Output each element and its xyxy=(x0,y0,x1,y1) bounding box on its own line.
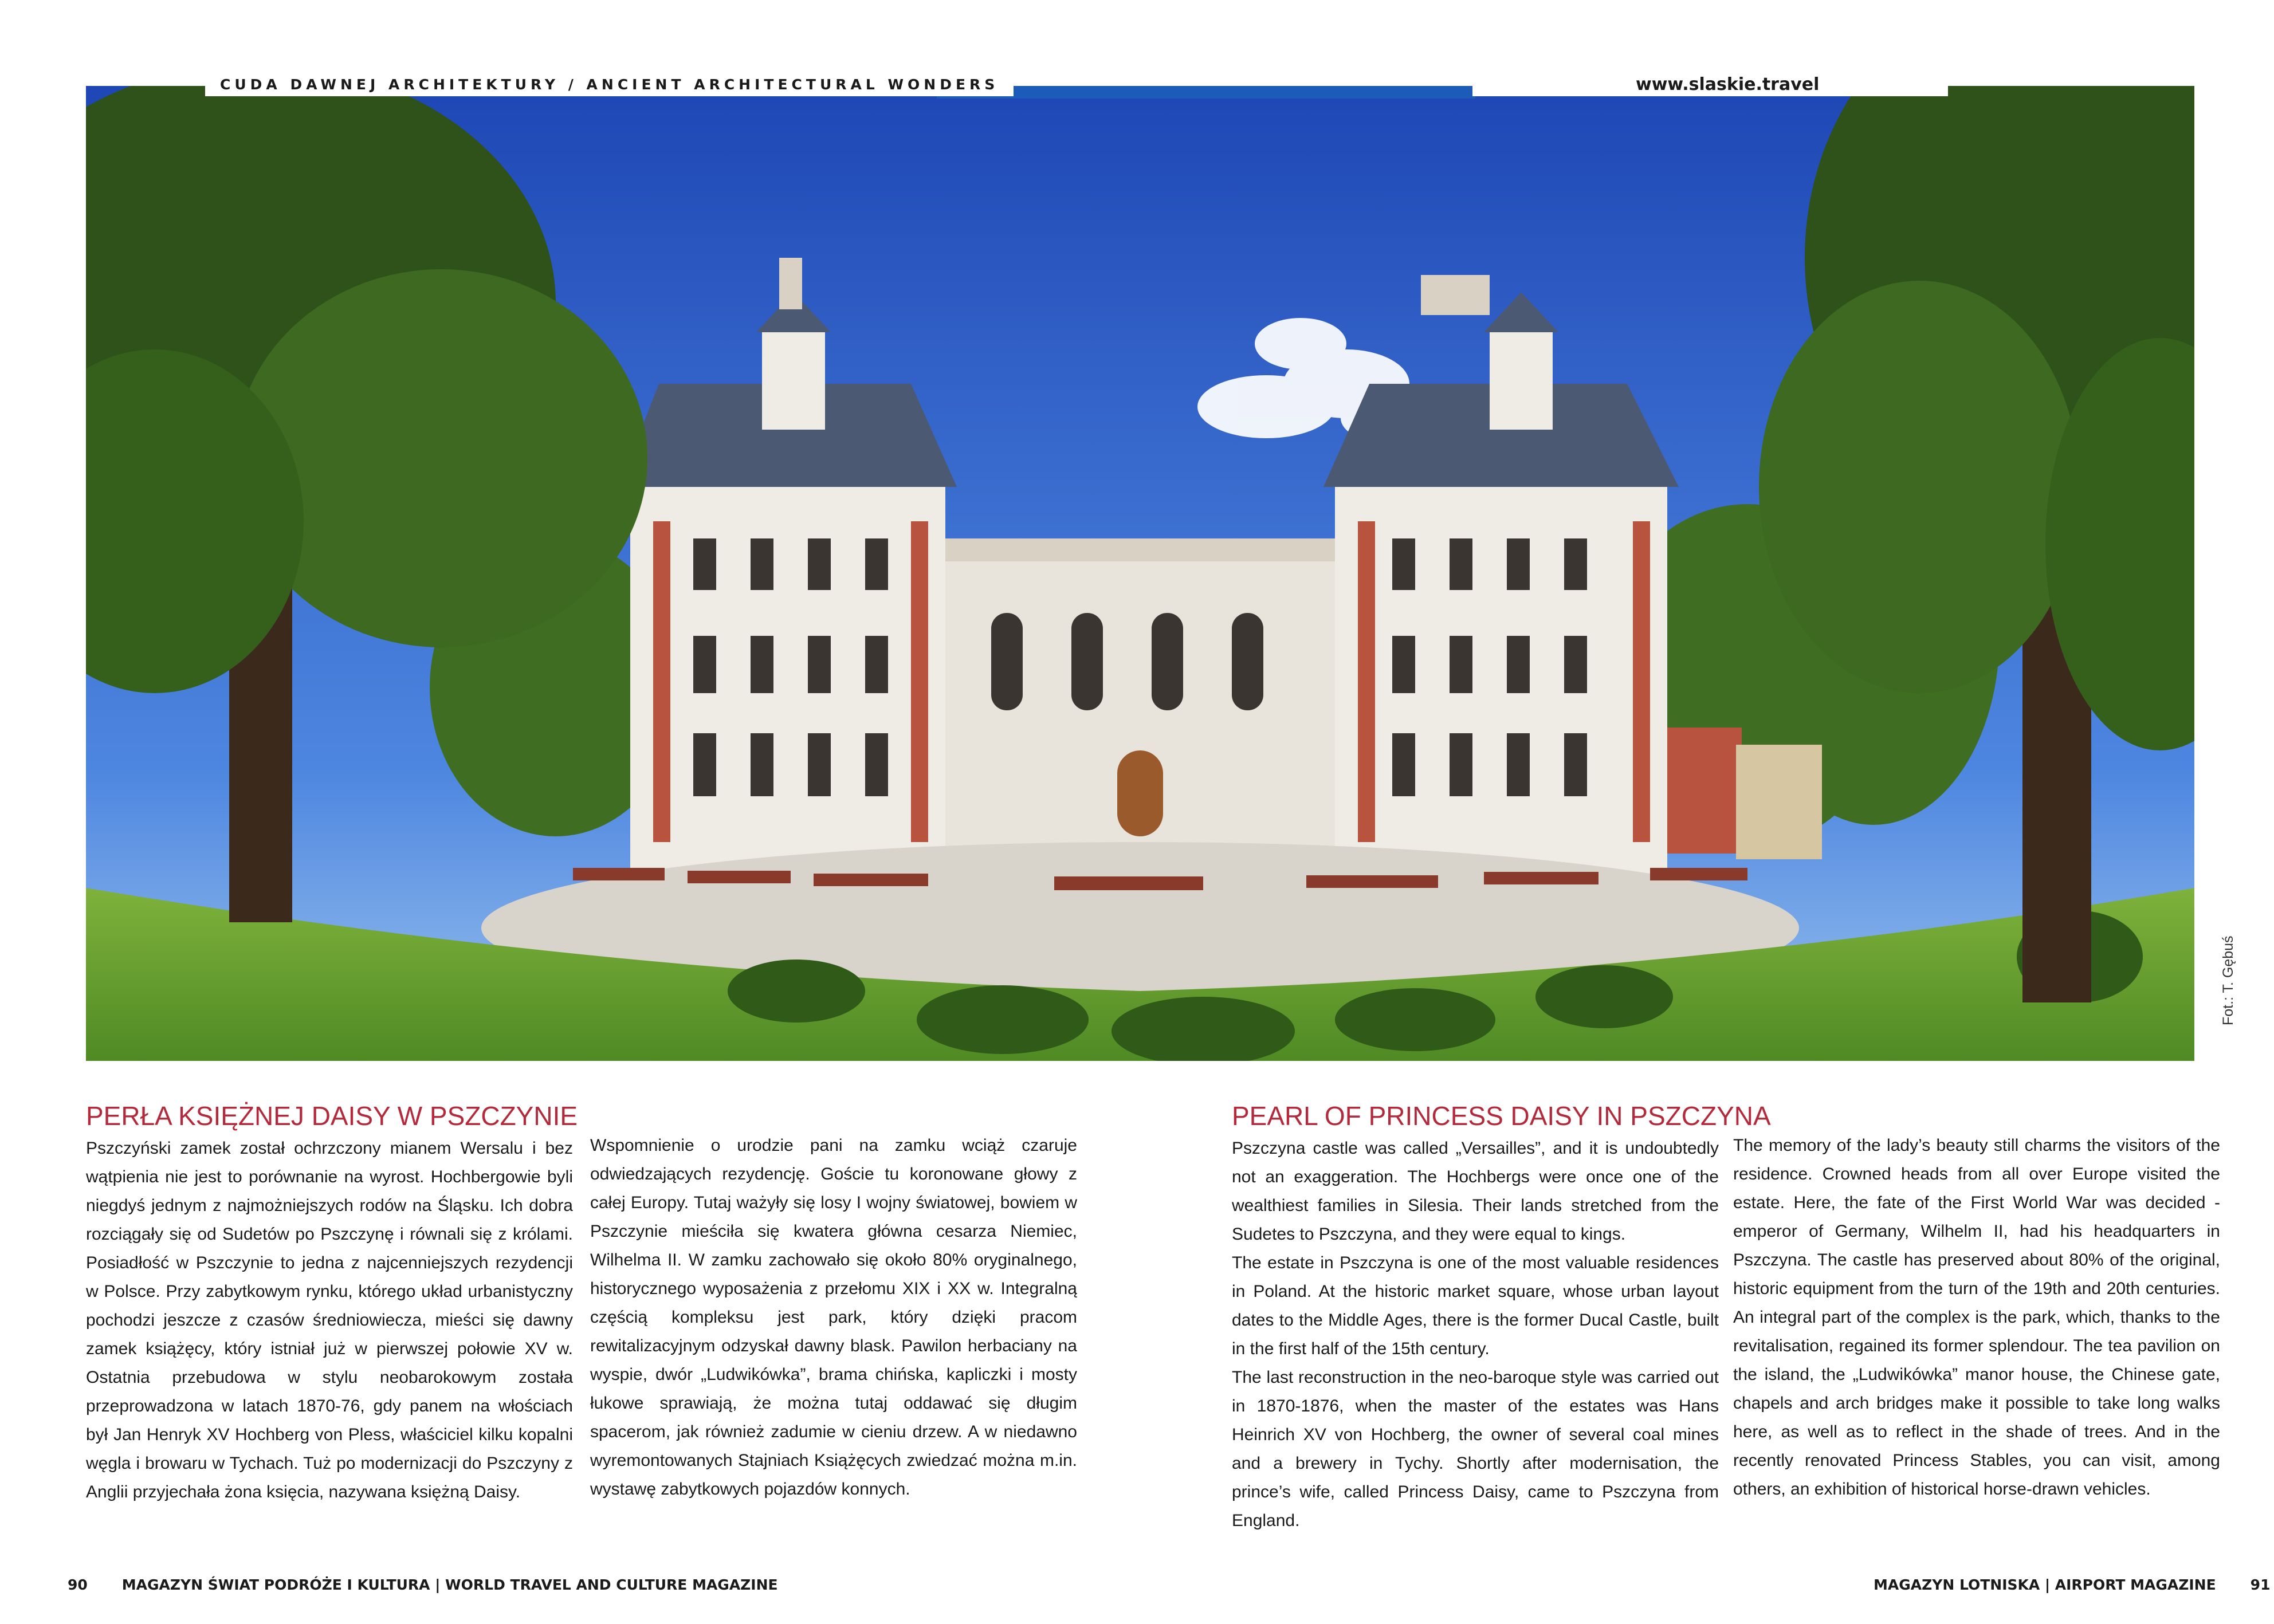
english-body-1 xyxy=(1232,1134,1719,1535)
english-paragraph: The estate in Pszczyna is one of the most valuable residences in Poland. At the historic market square, whose urban layout dates to the Middle Ages, there is the former Ducal Castle, built in the first half of the 15th century. xyxy=(1232,1253,1719,1358)
website-url[interactable]: www.slaskie.travel xyxy=(1472,73,1948,96)
section-label: CUDA DAWNEJ ARCHITEKTURY / ANCIENT ARCHITECTURAL WONDERS xyxy=(205,73,1014,96)
right-magazine-name: MAGAZYN LOTNISKA | AIRPORT MAGAZINE xyxy=(1874,1576,2216,1593)
english-column-1 xyxy=(1232,1100,1771,1535)
right-page-number: 91 xyxy=(2250,1576,2271,1593)
english-paragraph: Pszczyna castle was called „Versailles”, and it is undoubtedly not an exaggeration. The Hochbergs were once one of the wealthiest families in Silesia. Their lands stretched from the Sudetes to Pszczyna, and they were equal to kings. xyxy=(1232,1139,1719,1244)
footer-right xyxy=(1874,1576,2270,1593)
castle-door xyxy=(1117,750,1163,836)
footer-left xyxy=(68,1576,778,1593)
english-paragraph: The last reconstruction in the neo-baroque style was carried out in 1870-1876, when the master of the estates was Hans Heinrich XV von Hochberg, the owner of several coal mines and a brewery in Tychy. Shortly after modernisation, the prince’s wife, called Princess Daisy, came to Pszczyna from England. xyxy=(1232,1368,1719,1530)
english-column-2 xyxy=(1733,1131,2220,1504)
castle-photo xyxy=(86,86,2194,1061)
polish-column-1 xyxy=(86,1100,578,1507)
photo-credit: Fot.: T. Gębuś xyxy=(2220,935,2236,1025)
left-magazine-name: MAGAZYN ŚWIAT PODRÓŻE I KULTURA | WORLD TRAVEL AND CULTURE MAGAZINE xyxy=(121,1576,778,1593)
polish-body-2: Wspomnienie o urodzie pani na zamku wciąż czaruje odwiedzających rezydencję. Goście tu koronowane głowy z całej Europy. Tutaj ważyły się losy I wojny światowej, bowiem w Pszczynie mieściła się kwatera główna cesarza Niemiec, Wilhelma II. W zamku zachowało się około 80% oryginalnego, historycznego wyposażenia z przełomu XIX i XX w. Integralną częścią kompleksu jest park, który dzięki pracom rewitalizacyjnym odzyskał dawny blask. Pawilon herbaciany na wyspie, dwór „Ludwikówka”, brama chińska, kapliczki i mosty łukowe sprawiają, że można tutaj oddawać się długim spacerom, jak również zadumie w cieniu drzew. A w niedawno wyremontowanych Stajniach Książęcych zwiedzać można m.in. wystawę zabytkowych pojazdów konnych. xyxy=(590,1136,1077,1499)
english-body-2: The memory of the lady’s beauty still charms the visitors of the residence. Crowned heads from all over Europe visited the estate. Here, the fate of the First World War was decided - emperor of Germany, Wilhelm II, had his headquarters in Pszczyna. The castle has preserved about 80% of the original, historic equipment from the turn of the 19th and 20th centuries. An integral part of the complex is the park, which, thanks to the revitalisation, regained its former splendour. The tea pavilion on the island, the „Ludwikówka” manor house, the Chinese gate, chapels and arch bridges make it possible to take long walks here, as well as to reflect in the shade of trees. And in the recently renovated Princess Stables, you can visit, among others, an exhibition of historical horse-drawn vehicles. xyxy=(1733,1136,2220,1499)
polish-body-1: Pszczyński zamek został ochrzczony mianem Wersalu i bez wątpienia nie jest to porównanie na wyrost. Hochbergowie byli niegdyś jednym z najmożniejszych rodów na Śląsku. Ich dobra rozciągały się od Sudetów po Pszczynę i równali się z królami. Posiadłość w Pszczynie to jedna z najcenniejszych rezydencji w Polsce. Przy zabytkowym rynku, którego układ urbanistyczny pochodzi jeszcze z czasów średniowiecza, mieści się dawny zamek książęcy, który istniał już w pierwszej połowie XV w. Ostatnia przebudowa w stylu neobarokowym została przeprowadzona w latach 1870-76, gdy panem na włościach był Jan Henryk XV Hochberg von Pless, właściciel kilku kopalni węgla i browaru w Tychach. Tuż po modernizacji do Pszczyny z Anglii przyjechała żona księcia, nazywana księżną Daisy. xyxy=(86,1139,573,1501)
english-title: PEARL OF PRINCESS DAISY IN PSZCZYNA xyxy=(1232,1101,1771,1131)
castle-illustration xyxy=(86,86,2194,1061)
polish-column-2 xyxy=(590,1131,1077,1504)
left-page-number: 90 xyxy=(68,1576,88,1593)
polish-title: PERŁA KSIĘŻNEJ DAISY W PSZCZYNIE xyxy=(86,1101,578,1131)
header-accent-strip xyxy=(937,86,1475,99)
